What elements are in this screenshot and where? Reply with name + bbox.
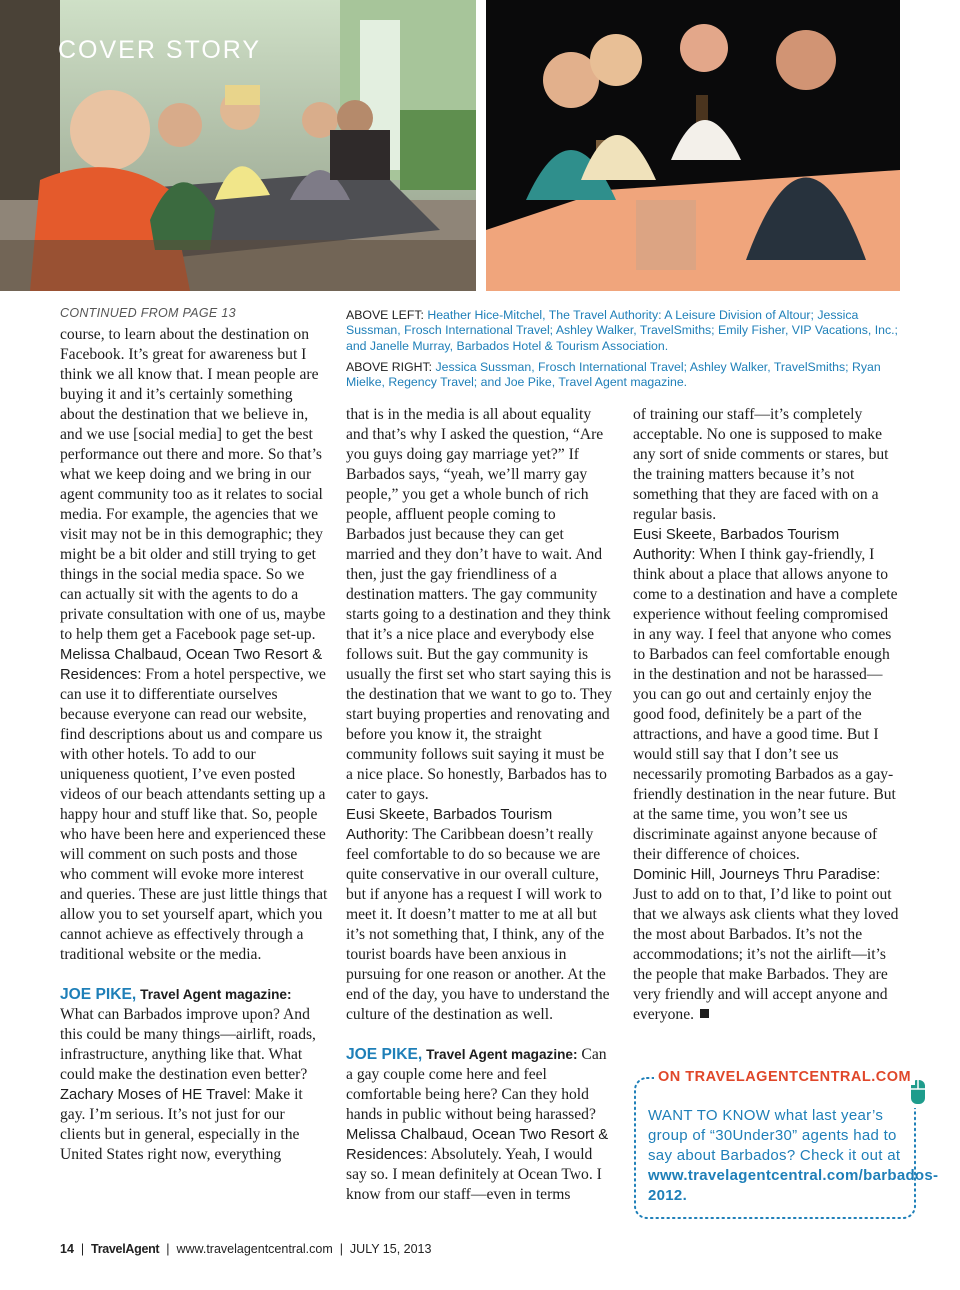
issue-date: JULY 15, 2013 xyxy=(349,1242,432,1256)
speaker-name: Eusi Skeete, Barbados Tourism Authority: xyxy=(633,527,840,563)
caption-left-label: ABOVE LEFT: xyxy=(346,308,424,322)
article-column-3 xyxy=(633,405,903,1025)
caption-above-right xyxy=(346,360,906,391)
page-number: 14 xyxy=(60,1242,74,1256)
online-promo-box xyxy=(632,1062,939,1222)
caption-left-text: Heather Hice-Mitchel, The Travel Authority: A Leisure Division of Altour; Jessica Sussman, Frosch International Travel; Ashley Walker, TravelSmiths; Emily Fisher, VIP Vacations, Inc.; and Janelle Murray, Barbados Hotel & Tourism Association. xyxy=(346,308,898,353)
speaker-text: Just to add on to that, I’d like to point out that we always ask clients what they loved the most about Barbados. It’s not the accommodations; it’s not the airlift—it’s the people that make Barbados. They are very friendly and will accept anyone and everyone. xyxy=(633,886,899,1023)
speaker-text: When I think gay-friendly, I think about a place that allows anyone to come to a destination and have a complete experience without feeling compromised in any way. I feel that anyone who comes to Barbados can feel comfortable enough in the destination and not be harassed—you can go out and certainly enjoy the good food, definitely be a part of the attractions, and have a good time. But I would still say that I don’t see us necessarily promoting Barbados as a gay-friendly destination in the near future. But at the same time, you won’t see us discriminate against anyone because of their difference of choices. xyxy=(633,546,898,863)
speaker-text: Make it gay. I’m serious. It’s not just for our clients but in general, especially in the United States right now, everything xyxy=(60,1086,303,1163)
col2-paragraph-4 xyxy=(346,1125,614,1205)
interviewer-name: JOE PIKE, xyxy=(60,986,137,1003)
photo-right-image xyxy=(486,0,900,291)
speaker-name: Dominic Hill, Journeys Thru Paradise: xyxy=(633,867,881,883)
col1-paragraph-1: course, to learn about the destination on Facebook. It’s great for awareness but I think we all know that. I mean people are buying it and it’s certainly something about the destination that we believe in, and we use [social media] to get the best performance out there and more. So that’s what we keep doing and we bring in our agent community too as it relates to social media. For example, the agencies that we visit may not be in this demographic; they might be a bit older and still trying to get things in the social media space. So we can actually sit with the agents to do a private consultation with one of us, maybe to help them get a Facebook page set-up. xyxy=(60,326,326,643)
end-of-article-mark xyxy=(700,1009,709,1018)
question-text: Can a gay couple come here and feel comfortable being here? Can they hold hands in public without being harassed? xyxy=(346,1046,607,1123)
speaker-name: Zachary Moses of HE Travel: xyxy=(60,1087,251,1103)
col2-paragraph-1: that is in the media is all about equality and that’s why I asked the question, “Are you guys doing gay marriage yet?” If Barbados says, “yeah, we’ll marry gay people,” you get a whole bunch of rich people, affluent people coming to Barbados just because they can get married and they don’t have to wait. And then, just the gay friendliness of a destination matters. The gay community starts going to a destination and they think that it’s a nice place and everybody else follows suit. But the gay community is usually the first set who start saying this is the destination that we want to go to. They start buying properties and renovating and before you know it, the straight community follows suit saying it must be a nice place. So honestly, Barbados has to cater to gays. xyxy=(346,406,613,803)
col2-paragraph-3 xyxy=(346,1045,614,1125)
article-column-1 xyxy=(60,325,328,1165)
interviewer-name: JOE PIKE, xyxy=(346,1046,423,1063)
magazine-brand: TravelAgent xyxy=(91,1242,160,1256)
caption-right-label: ABOVE RIGHT: xyxy=(346,360,433,374)
section-label: COVER STORY xyxy=(58,36,262,64)
photo-right xyxy=(486,0,900,291)
col1-paragraph-3 xyxy=(60,985,328,1085)
article-column-2 xyxy=(346,405,614,1205)
speaker-name: Melissa Chalbaud, Ocean Two Resort & Residences: xyxy=(346,1127,609,1163)
speaker-text: Absolutely. Yeah, I would say so. I mean definitely at Ocean Two. I know from our staff—even in terms xyxy=(346,1146,602,1203)
col2-paragraph-2 xyxy=(346,805,614,1025)
interviewer-role: Travel Agent magazine: xyxy=(140,987,292,1002)
caption-right-text: Jessica Sussman, Frosch International Travel; Ashley Walker, TravelSmiths; Ryan Mielke, Regency Travel; and Joe Pike, Travel Agent magazine. xyxy=(346,360,881,390)
question-text: What can Barbados improve upon? And this could be many things—airlift, roads, infrastructure, anything like that. What could make the destination even better? xyxy=(60,1006,316,1083)
page-footer: 14 | TravelAgent | www.travelagentcentral.com | JULY 15, 2013 xyxy=(60,1242,432,1256)
promo-text: WANT TO KNOW what last year’s group of “30Under30” agents had to say about Barbados? Check it out at xyxy=(648,1107,901,1164)
col1-paragraph-2 xyxy=(60,645,328,965)
speaker-text: From a hotel perspective, we can use it to differentiate ourselves because everyone can read our website, find descriptions about us and compare us with other hotels. To add to our uniqueness quotient, I’ve even posted videos of our beach attendants setting up a happy hour and stuff like that. So, people who have been here and experienced these will comment on such posts and those who comment will evoke more interest and queries. These are just little things that allow you to set yourself apart, which you cannot achieve as effectively through a traditional website or the media. xyxy=(60,666,328,963)
speaker-name: Melissa Chalbaud, Ocean Two Resort & Residences: xyxy=(60,647,323,683)
col1-paragraph-4 xyxy=(60,1085,328,1165)
promo-body xyxy=(648,1106,939,1206)
continued-label: CONTINUED FROM PAGE 13 xyxy=(60,306,236,320)
footer-url[interactable]: www.travelagentcentral.com xyxy=(176,1242,333,1256)
col3-paragraph-2 xyxy=(633,525,903,865)
interviewer-role: Travel Agent magazine: xyxy=(426,1047,578,1062)
speaker-name: Eusi Skeete, Barbados Tourism Authority: xyxy=(346,807,553,843)
col3-paragraph-1: of training our staff—it’s completely acceptable. No one is supposed to make any sort of snide comments or stares, but the training matters because it’s not something that they are faced with on a regular basis. xyxy=(633,406,889,523)
promo-title: ON TRAVELAGENTCENTRAL.COM xyxy=(654,1069,915,1085)
speaker-text: The Caribbean doesn’t really feel comfortable to do so because we are quite conservative in our overall culture, but if anyone has a request I will work to meet it. It doesn’t matter to me at all but it’s not something that, I think, any of the tourist boards have been anxious in pursuing for one reason or another. At the end of the day, you have to understand the culture of the destination as well. xyxy=(346,826,610,1023)
promo-link[interactable]: www.travelagentcentral.com/barbados-2012. xyxy=(648,1167,939,1204)
caption-above-left xyxy=(346,308,906,354)
col3-paragraph-3 xyxy=(633,865,903,1025)
